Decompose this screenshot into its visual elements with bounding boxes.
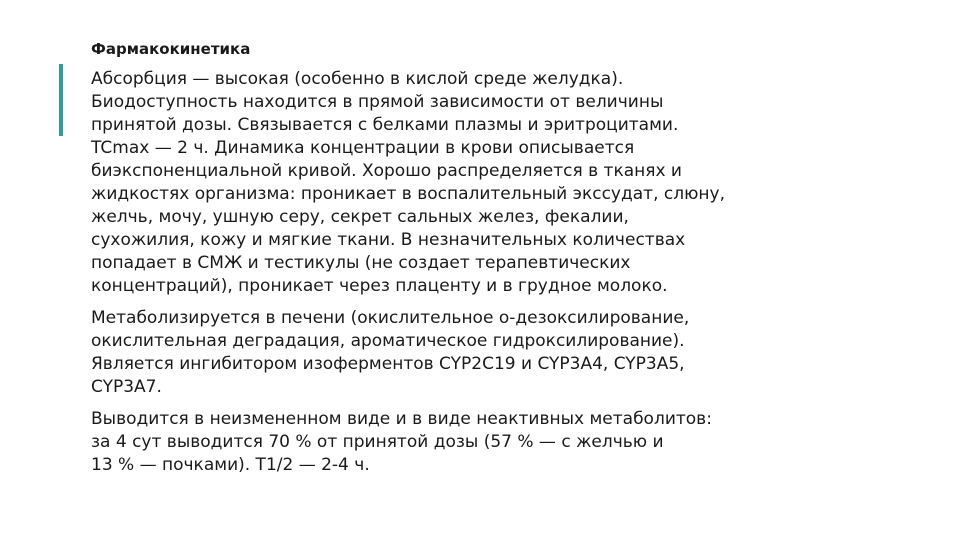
paragraph-absorption: Абсорбция — высокая (особенно в кислой среде желудка). Биодоступность находится в прямой зависимости от величины принятой дозы. Связывается с белками плазмы и эритроцитами. TCmax — 2 ч. Динамика концентрации в крови описывается биэкспоненциальной кривой. Хорошо распределяется в тканях и жидкостях организма: проникает в воспалительный экссудат, слюну, желчь, мочу, ушную серу, секрет сальных желез, фекалии, сухожилия, кожу и мягкие ткани. В незначительных количествах попадает в СМЖ и тестикулы (не создает терапевтических концентраций), проникает через плаценту и в грудное молоко. bbox=[91, 69, 725, 296]
slide-content bbox=[91, 38, 891, 486]
slide-title: Фармакокинетика bbox=[91, 40, 251, 58]
paragraph-excretion: Выводится в неизмененном виде и в виде неактивных метаболитов: за 4 сут выводится 70 % от принятой дозы (57 % — с желчью и 13 % — почками). T1/2 — 2-4 ч. bbox=[91, 409, 712, 475]
paragraph-metabolism: Метаболизируется в печени (окислительное о-дезоксилирование, окислительная деградация, ароматическое гидроксилирование). Является ингибитором изоферментов CYP2C19 и CYP3A4, CYP3A5, CYP3A7. bbox=[91, 308, 690, 397]
accent-bar bbox=[59, 64, 63, 136]
